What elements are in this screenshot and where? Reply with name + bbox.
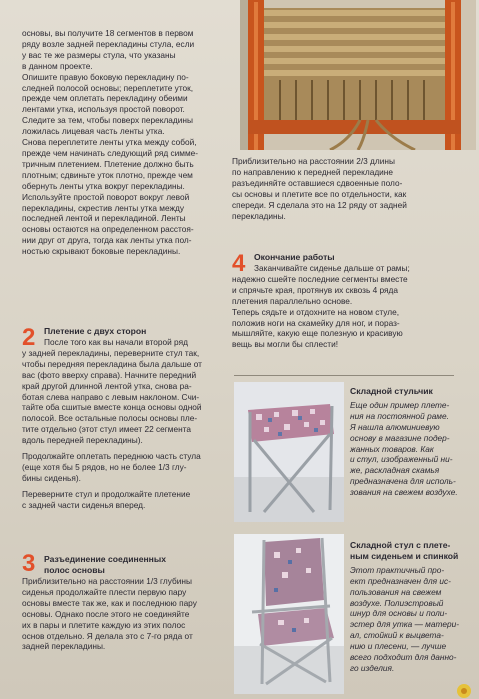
text-line: шнур для основы и поли- (350, 608, 448, 619)
text-line: эстер для утка — матери- (350, 619, 459, 630)
text-line: ал, стойкий к выцвета- (350, 630, 444, 641)
text-line: прежде чем оплетать перекладину обеими (22, 93, 188, 104)
text-line: Используйте простой поворот вокруг левой (22, 191, 190, 202)
text-line: Заканчивайте сиденье дальше от рамы; (254, 263, 410, 273)
text-line: ряду возле задней перекладины стула, если (22, 38, 195, 49)
text-line: ностью скрывают боковые перекладины. (22, 246, 181, 257)
text-line: тричным плетением. Плетение должно быть (22, 158, 194, 169)
step-4-text (232, 252, 454, 350)
text-line: воздухе. Полиэстровый (350, 597, 444, 608)
intro-text (22, 28, 227, 257)
text-line: жанных товаров. Как (350, 443, 434, 454)
text-line: нию и плесени, — лучше (350, 641, 447, 652)
text-line: у задней перекладины, переверните стул так, (22, 347, 200, 358)
text-line: полосой. Все остальные полосы основы пле- (22, 413, 198, 424)
text-line: ния на постоянной раме. (350, 410, 449, 421)
text-line: сы основы и плетите все по отдельности, как (232, 188, 407, 199)
right-intro-text (232, 156, 454, 221)
text-line: с задней части сиденья вперед. (22, 499, 146, 510)
step-3-title: полос основы (44, 565, 105, 575)
text-line: ект предназначен для ис- (350, 575, 451, 586)
text-line: лентами утка, используя простой поворот. (22, 104, 185, 115)
text-line: сиденья продолжайте плести первую пару (22, 586, 187, 597)
text-line: ложилась лицевая часть ленты утка. (22, 126, 165, 137)
text-line: тите отдельно (этот стул имеет 22 сегмента (22, 424, 192, 435)
text-line: Теперь сядьте и отдохните на новом стуле, (232, 306, 400, 317)
text-line: основы остаются на определенном расстоя- (22, 224, 194, 235)
caption-title: Складной стул с плете- (350, 540, 451, 550)
text-line: го изделия. (350, 662, 395, 673)
text-line: ботая слева направо с левым наклоном. Счи- (22, 391, 200, 402)
flower-ornament-icon (452, 679, 476, 699)
text-line: Опишите правую боковую перекладину по- (22, 71, 189, 82)
text-line: чтобы передняя перекладина была дальше от (22, 358, 202, 369)
text-line: вдоль передней перекладины). (22, 435, 143, 446)
text-line: Я нашла алюминиевую (350, 421, 440, 432)
caption-title: ным сиденьем и спинкой (350, 550, 459, 561)
text-line: положив ноги на скамейку для ног, и пораз- (232, 317, 400, 328)
text-line: прежде чем начинать следующий ряд симме- (22, 147, 199, 158)
text-line: нии друг от друга, тогда как ленты утка пол- (22, 235, 192, 246)
text-line: основы вместе так же, как и последнюю пару (22, 597, 197, 608)
folding-chair-caption (350, 540, 466, 674)
folding-stool-photo (234, 382, 344, 522)
text-line: основы. Однако после этого не соединяйте (22, 608, 190, 619)
text-line: бины сиденья). (22, 472, 81, 483)
step-4-title: Окончание работы (254, 252, 335, 262)
text-line: Этот практичный про- (350, 564, 445, 575)
paragraph (22, 489, 227, 511)
text-line: надежно сшейте последние сегменты вместе (232, 273, 408, 284)
step-2-title: Плетение с двух сторон (44, 326, 147, 336)
paragraph (22, 451, 227, 484)
text-line: зования на свежем воздухе. (350, 487, 458, 498)
text-line: вещь вы могли бы сплести! (232, 339, 339, 350)
woven-seat-photo (240, 0, 476, 150)
folding-stool-caption (350, 386, 462, 498)
text-line: их в пары и плетите каждую из этих полос (22, 619, 186, 630)
step-2-text (22, 326, 227, 511)
text-line: Следите за тем, чтобы поверх перекладины (22, 115, 193, 126)
text-line: Продолжайте оплетать переднюю часть стула (22, 451, 201, 462)
text-line: перекладины. (232, 210, 286, 221)
text-line: После того как вы начали второй ряд (44, 337, 188, 347)
text-line: и спрячьте края, протянув их сквозь 4 ряда (232, 284, 398, 295)
text-line: последней лентой и перекладиной. Ленты (22, 213, 186, 224)
text-line: по направлению к передней перекладине (232, 166, 393, 177)
text-line: пользования на свежем (350, 586, 442, 597)
text-line: (еще хотя бы 5 рядов, но не более 1/3 глу- (22, 461, 187, 472)
text-line: предназначена для исполь- (350, 476, 456, 487)
text-line: у вас те же размеры стула, что указаны (22, 49, 176, 60)
text-line: обернуть ленты утка вокруг перекладины. (22, 180, 185, 191)
text-line: Приблизительно на расстоянии 2/3 длины (232, 156, 395, 166)
text-line: разъединяйте оставшиеся сдвоенные поло- (232, 177, 403, 188)
step-number-2: 2 (22, 324, 36, 351)
text-line: основу в магазине подер- (350, 432, 450, 443)
text-line: край другой длинной лентой утка, снова ра- (22, 380, 192, 391)
text-line: Переверните стул и продолжайте плетение (22, 488, 191, 499)
text-line: перекладины, скрестив ленты утка между (22, 202, 184, 213)
text-line: плотным; сдвиньте уток плотно, прежде чем (22, 169, 193, 180)
text-line: Снова переплетите ленты утка между собой, (22, 137, 197, 148)
text-line: следней полосой основы; переплетите уток, (22, 82, 194, 93)
folding-chair-photo (234, 534, 344, 694)
text-line: вас (фото вверху справа). Начните передний (22, 369, 197, 380)
text-line: мышляйте, какую еще полезную и красивую (232, 328, 403, 339)
step-number-3: 3 (22, 550, 36, 577)
text-line: плетения параллельно основе. (232, 295, 353, 306)
step-3-title: Разъединение соединенных (44, 554, 166, 564)
section-divider (234, 375, 454, 376)
text-line: Еще один пример плете- (350, 399, 450, 410)
step-number-4: 4 (232, 250, 246, 277)
text-line: же, раскладная скамья (350, 465, 440, 476)
text-line: спереди. Я сделала это на 12 ряду от задней (232, 199, 407, 210)
text-line: задней перекладины. (22, 641, 106, 652)
caption-title: Складной стульчик (350, 386, 433, 396)
text-line: в данном проекте. (22, 60, 93, 71)
text-line: тайте оба сшитые вместе конца основы одной (22, 402, 202, 413)
text-line: и стул, изображенный ни- (350, 454, 453, 465)
text-line: основ отдельно. Я делала это с 7-го ряда от (22, 630, 193, 641)
text-line: основы, вы получите 18 сегментов в первом (22, 28, 194, 38)
text-line: всего подходит для данно- (350, 652, 457, 663)
text-line: Приблизительно на расстоянии 1/3 глубины (22, 576, 192, 586)
step-3-text (22, 550, 227, 652)
